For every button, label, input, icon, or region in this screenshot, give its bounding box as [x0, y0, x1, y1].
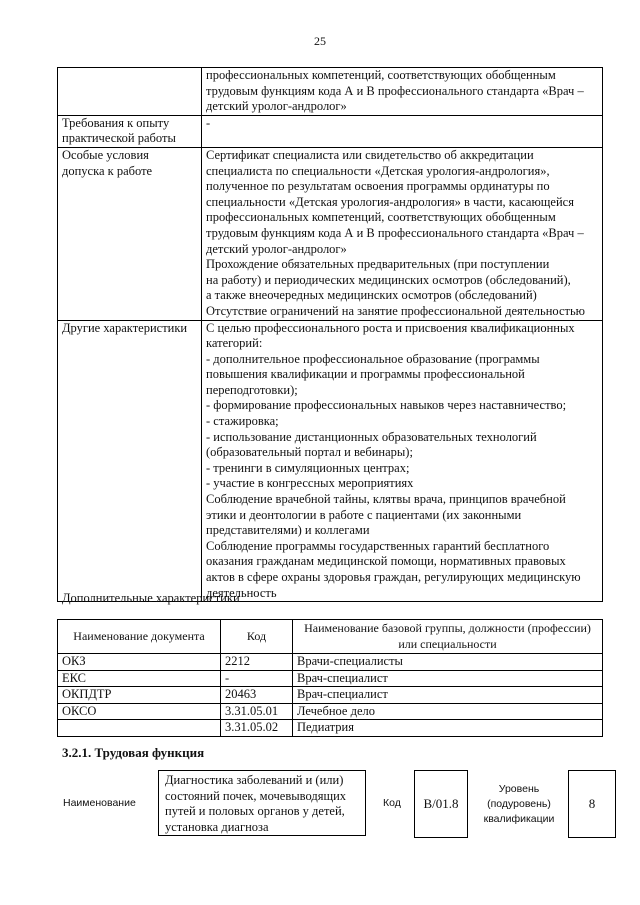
row-content-line: полученное по результатам освоения программы ординатуры по — [206, 179, 550, 194]
table-row — [58, 147, 603, 320]
table-row — [58, 68, 603, 116]
group-name-cell: Врач-специалист — [293, 687, 603, 704]
row-content-line: Соблюдение врачебной тайны, клятвы врача, принципов врачебной — [206, 492, 566, 507]
row-content-line: - стажировка; — [206, 414, 279, 429]
row-label-line: Требования к опыту — [62, 115, 170, 130]
labor-function-code: B/01.8 — [414, 770, 468, 838]
row-content-line: актов в сфере охраны здоровья граждан, регулирующих медицинскую — [206, 570, 581, 584]
row-content — [202, 147, 603, 320]
row-content-line: деятельность — [206, 585, 277, 600]
header-group-name: Наименование базовой группы, должности (профессии) или специальности — [293, 620, 603, 654]
table-row — [58, 670, 603, 687]
document-name-cell: ЕКС — [58, 670, 221, 687]
labor-function-name: Диагностика заболеваний и (или) состояний почек, мочевыводящих путей и половых органов у детей, установка диагноза — [158, 770, 366, 836]
document-name-cell: ОКСО — [58, 703, 221, 720]
code-cell: 3.31.05.01 — [221, 703, 293, 720]
row-content-line: специальности «Детская урология-андрология» в части, касающейся — [206, 194, 574, 209]
row-content-line: - дополнительное профессиональное образование (программы — [206, 351, 540, 366]
row-content-line: на работу) и периодических медицинских осмотров (обследований), — [206, 272, 571, 287]
qualification-table — [57, 67, 603, 602]
table-row — [58, 720, 603, 737]
table-row — [58, 687, 603, 704]
row-label — [58, 68, 202, 116]
table-row — [58, 320, 603, 602]
row-content-line: представителями) и коллегами — [206, 523, 370, 538]
document-name-cell: ОКПДТР — [58, 687, 221, 704]
row-label — [58, 320, 202, 602]
row-content-line: а также внеочередных медицинских осмотров (обследований) — [206, 288, 537, 303]
row-content-line: Отсутствие ограничений на занятие профессиональной деятельностью — [206, 303, 585, 318]
row-content-line: - участие в конгрессных мероприятиях — [206, 476, 414, 491]
row-content-line: С целью профессионального роста и присвоения квалификационных — [206, 320, 575, 335]
level-label: Уровень (подуровень) квалификации — [483, 783, 555, 825]
group-name-cell: Врач-специалист — [293, 670, 603, 687]
additional-characteristics-title: Дополнительные характеристики — [62, 591, 240, 605]
qualification-level: 8 — [568, 770, 616, 838]
row-content-line: Сертификат специалиста или свидетельство об аккредитации — [206, 147, 534, 162]
row-content-line: - — [206, 115, 211, 130]
additional-characteristics-table — [57, 619, 603, 737]
row-content-line: Прохождение обязательных предварительных (при поступлении — [206, 257, 550, 272]
row-content-line: профессиональных компетенций, соответствующих обобщенным — [206, 210, 556, 225]
row-content-line: категорий: — [206, 336, 263, 351]
row-content-line: (образовательный портал и вебинары); — [206, 445, 413, 460]
row-label-line: Другие характеристики — [62, 320, 188, 335]
row-content-line: - использование дистанционных образовательных технологий — [206, 429, 537, 444]
group-name-cell: Врачи-специалисты — [293, 654, 603, 671]
row-label — [58, 115, 202, 147]
row-label-line: практической работы — [62, 131, 176, 146]
row-content-line: оказания гражданам медицинской помощи, нормативных правовых — [206, 554, 566, 569]
page-number: 25 — [314, 34, 326, 48]
row-label-line: Особые условия — [62, 147, 149, 162]
row-content — [202, 68, 603, 116]
document-name-cell: ОКЗ — [58, 654, 221, 671]
row-label-line: допуска к работе — [62, 163, 153, 178]
row-label — [58, 147, 202, 320]
name-label: Наименование — [63, 797, 136, 809]
row-content — [202, 115, 603, 147]
row-content-line: профессиональных компетенций, соответствующих обобщенным — [206, 68, 556, 82]
table-row — [58, 703, 603, 720]
table-row — [58, 115, 603, 147]
header-document-name: Наименование документа — [58, 620, 221, 654]
code-cell: 2212 — [221, 654, 293, 671]
row-content-line: переподготовки); — [206, 382, 298, 397]
document-name-cell — [58, 720, 221, 737]
group-name-cell: Лечебное дело — [293, 703, 603, 720]
row-content-line: трудовым функциям кода А и В профессионального стандарта «Врач – — [206, 83, 584, 98]
header-code: Код — [221, 620, 293, 654]
code-cell: 3.31.05.02 — [221, 720, 293, 737]
code-cell: - — [221, 670, 293, 687]
row-content-line: - формирование профессиональных навыков через наставничество; — [206, 398, 567, 413]
row-content-line: - тренинги в симуляционных центрах; — [206, 460, 410, 475]
row-content-line: детский уролог-андролог» — [206, 99, 347, 114]
group-name-cell: Педиатрия — [293, 720, 603, 737]
row-content-line: детский уролог-андролог» — [206, 241, 347, 256]
row-content-line: повышения квалификации и программы профессиональной — [206, 367, 525, 382]
row-content-line: специалиста по специальности «Детская урология-андрология», — [206, 163, 550, 178]
section-title: 3.2.1. Трудовая функция — [62, 745, 205, 760]
row-content-line: этики и деонтологии в работе с пациентами (их законными — [206, 507, 522, 522]
row-content-line: Соблюдение программы государственных гарантий бесплатного — [206, 538, 550, 553]
row-content-line: трудовым функциям кода А и В профессионального стандарта «Врач – — [206, 225, 584, 240]
code-label: Код — [383, 797, 401, 809]
row-content — [202, 320, 603, 602]
code-cell: 20463 — [221, 687, 293, 704]
table-row — [58, 654, 603, 671]
